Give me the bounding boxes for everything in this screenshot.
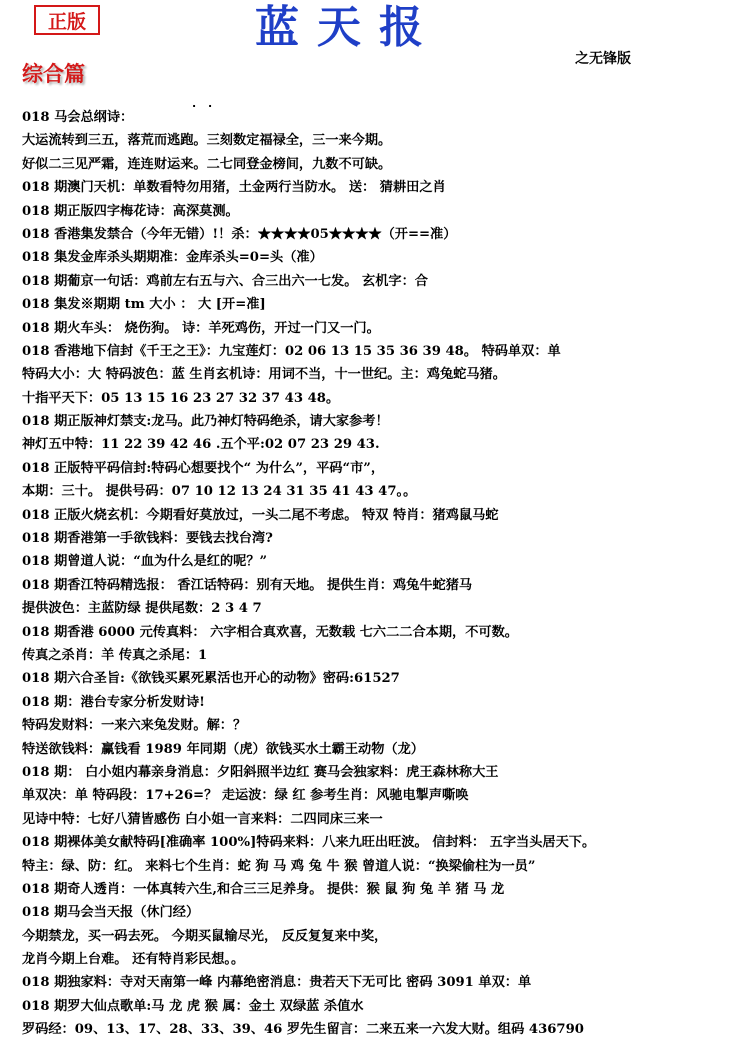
text-line: 018 正版火烧玄机：今期看好莫放过，一头二尾不考虑。 特双 特肖：猪鸡鼠马蛇 xyxy=(22,507,499,523)
text-line: 今期禁龙，买一码去死。 今期买鼠输尽光， 反反复复来中奖， xyxy=(22,928,388,944)
text-line: 好似二三见严霜，连连财运来。二七同登金榜间，九数不可缺。 xyxy=(22,156,392,172)
text-line: 018 期香江特码精选报： 香江话特码：别有天地。 提供生肖：鸡兔牛蛇猪马 xyxy=(22,577,473,593)
text-line: 018 期火车头： 烧伤狗。 诗：羊死鸡伤，开过一门又一门。 xyxy=(22,320,380,336)
text-line: 018 期澳门天机：单数看特勿用猪，土金两行当防水。 送： 猜耕田之肖 xyxy=(22,180,446,196)
text-line: 特送欲钱料：赢钱看 1989 年同期（虎）欲钱买水土霸王动物（龙） xyxy=(22,741,424,757)
text-line: 018 期裸体美女献特码[准确率 100%]特码来料：八来九旺出旺波。 信封料： 五字当头居天下。 xyxy=(22,835,596,851)
text-line: 018 期奇人透肖：一体真转六生,和合三三足养身。 提供：猴 鼠 狗 兔 羊 猪 马 龙 xyxy=(22,881,505,897)
text-line: 神灯五中特：11 22 39 42 46 .五个平:02 07 23 29 43. xyxy=(22,437,380,453)
text-line: 018 期独家料：寺对天南第一峰 内幕绝密消息：贵若天下无可比 密码 3091 单双：单 xyxy=(22,975,532,991)
text-line: 018 香港地下信封《千王之王》：九宝莲灯：02 06 13 15 35 36 39 48。 特码单双：单 xyxy=(22,343,561,359)
text-line: 018 期马会当天报（休门经） xyxy=(22,905,200,921)
text-line: 龙肖今期上台难。 还有特肖彩民想。。 xyxy=(22,952,245,968)
text-line: 单双决：单 特码段：17+26=？ 走运波：绿 红 参考生肖：风驰电掣声嘶唤 xyxy=(22,788,469,804)
text-line: 018 香港集发禁合（今年无错）!！杀：★★★★05★★★★（开==准） xyxy=(22,226,457,242)
text-line: 018 期香港 6000 元传真料： 六字相合真欢喜，无数载 七六二二合本期，不可数。 xyxy=(22,624,518,640)
text-line: 本期：三十。 提供号码：07 10 12 13 24 31 35 41 43 47。。 xyxy=(22,484,417,500)
text-line: 018 期曾道人说：“血为什么是红的呢？” xyxy=(22,554,268,570)
text-line: 传真之杀肖：羊 传真之杀尾：1 xyxy=(22,647,208,663)
text-line: 大运流转到三五，落荒而逃跑。三刻数定福禄全，三一来今期。 xyxy=(22,133,392,149)
newspaper-title: 蓝天报 xyxy=(255,2,441,53)
text-line: 十指平天下：05 13 15 16 23 27 32 37 43 48。 xyxy=(22,390,340,406)
text-line: 018 期罗大仙点歌单:马 龙 虎 猴 属：金土 双绿蓝 杀值水 xyxy=(22,998,364,1014)
text-line: 018 期葡京一句话：鸡前左右五与六、合三出六一七发。 玄机字：合 xyxy=(22,273,428,289)
text-line: 018 集发※期期 tm 大小 ： 大 [开=准] xyxy=(22,297,266,313)
genuine-badge: 正版 xyxy=(34,5,100,35)
text-line: 018 正版特平码信封:特码心想要找个“ 为什么”，平码“市”， xyxy=(22,460,385,476)
text-line: 特码发财料：一来六来兔发财。解：？ xyxy=(22,718,247,734)
text-line: 018 期正版四字梅花诗：高深莫测。 xyxy=(22,203,239,219)
text-line: 018 集发金库杀头期期准：金库杀头=0=头（准） xyxy=(22,250,323,266)
text-line: 特码大小：大 特码波色：蓝 生肖玄机诗：用词不当，十一世纪。主：鸡兔蛇马猪。 xyxy=(22,367,506,383)
decorative-dots: . . xyxy=(192,97,217,110)
text-line: 018 期六合圣旨:《欲钱买累死累活也开心的动物》密码:61527 xyxy=(22,671,400,687)
edition-label: 之无锋版 xyxy=(575,51,631,67)
text-line: 018 期香港第一手欲钱料：要钱去找台湾? xyxy=(22,531,273,547)
text-line: 提供波色：主蓝防绿 提供尾数：2 3 4 7 xyxy=(22,601,262,617)
text-line: 特主：绿、防：红。 来料七个生肖：蛇 狗 马 鸡 兔 牛 猴 曾道人说：“换梁偷柱为一员” xyxy=(22,858,536,874)
text-line: 018 期：港台专家分析发财诗! xyxy=(22,694,205,710)
text-line: 018 期： 白小姐内幕亲身消息：夕阳斜照半边红 赛马会独家料：虎王森林称大王 xyxy=(22,764,499,780)
text-line: 018 期正版神灯禁支:龙马。此乃神灯特码绝杀，请大家参考！ xyxy=(22,414,389,430)
text-line: 见诗中特：七好八猜皆感伤 白小姐一言来料：二四同床三来一 xyxy=(22,811,383,827)
content-lines xyxy=(22,106,729,1042)
text-line: 罗码经：09、13、17、28、33、39、46 罗先生留言：二来五来一六发大财。组码 436790 xyxy=(22,1022,584,1038)
text-line: 018 马会总纲诗： xyxy=(22,110,134,125)
section-heading: 综合篇 xyxy=(22,62,85,86)
